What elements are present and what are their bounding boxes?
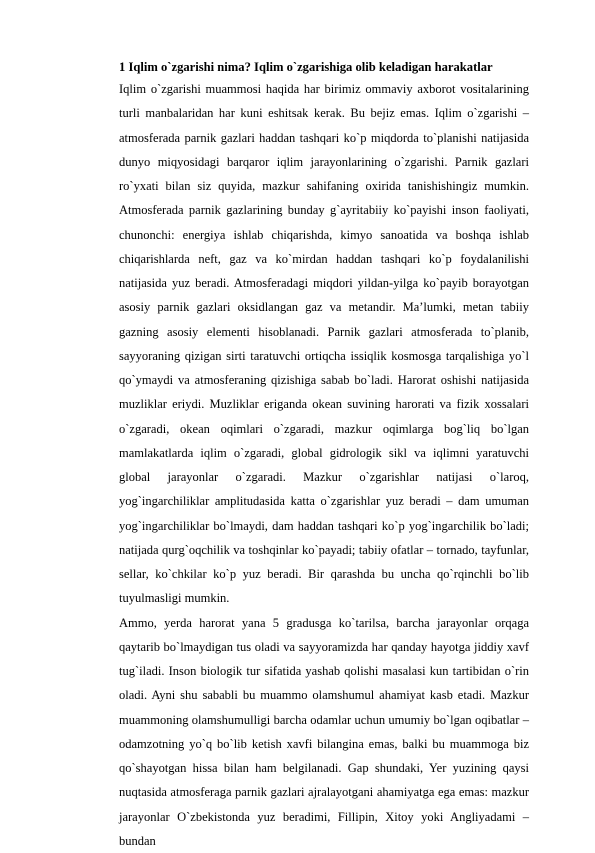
paragraph-2: Ammo, yerda harorat yana 5 gradusga ko`tarilsa, barcha jarayonlar orqaga qaytarib bo`lmaydigan tus oladi va sayyoramizda har qanday hayotga jiddiy xavf tug`iladi. Inson biologik tur sifatida yashab qolishi masalasi kun tartibidan o`rin oladi. Ayni shu sababli bu muammo olamshumul ahamiyat kasb etadi. Mazkur muammoning olamshumulligi barcha odamlar uchun umumiy bo`lgan oqibatlar – odamzotning yo`q bo`lib ketish xavfi bilangina emas, balki bu muammoga biz qo`shayotgan hissa bilan ham belgilanadi. Gap shundaki, Yer yuzining qaysi nuqtasida atmosferaga parnik gazlari ajralayotgani ahamiyatga ega emas: mazkur jarayonlar O`zbekistonda yuz beradimi, Fillipin, Xitoy yoki Angliyadami – bundan (119, 611, 529, 853)
paragraph-1: Iqlim o`zgarishi muammosi haqida har birimiz ommaviy axborot vositalarining turli manbalaridan har kuni eshitsak kerak. Bu bejiz emas. Iqlim o`zgarishi – atmosferada parnik gazlari haddan tashqari ko`p miqdorda to`planishi natijasida dunyo miqyosidagi barqaror iqlim jarayonlarining o`zgarishi. Parnik gazlari ro`yxati bilan siz quyida, mazkur sahifaning oxirida tanishishingiz mumkin. Atmosferada parnik gazlarining bunday g`ayritabiiy ko`payishi inson faoliyati, chunonchi: energiya ishlab chiqarishda, kimyo sanoatida va boshqa ishlab chiqarishlarda neft, gaz va ko`mirdan haddan tashqari ko`p foydalanilishi natijasida yuz beradi. Atmosferadagi miqdori yildan-yilga ko`payib borayotgan asosiy parnik gazlari oksidlangan gaz va metandir. Ma’lumki, metan tabiiy gazning asosiy elementi hisoblanadi. Parnik gazlari atmosferada to`planib, sayyoraning qizigan sirti taratuvchi ortiqcha issiqlik kosmosga tarqalishiga yo`l qo`ymaydi va atmosferaning qizishiga sabab bo`ladi. Harorat oshishi natijasida muzliklar eriydi. Muzliklar eriganda okean suvining harorati va fizik xossalari o`zgaradi, okean oqimlari o`zgaradi, mazkur oqimlarga bog`liq bo`lgan mamlakatlarda iqlim o`zgaradi, global gidrologik sikl va iqlimni yaratuvchi global jarayonlar o`zgaradi. Mazkur o`zgarishlar natijasi o`laroq, yog`ingarchiliklar amplitudasida katta o`zgarishlar yuz beradi – dam umuman yog`ingarchiliklar bo`lmaydi, dam haddan tashqari ko`p yog`ingarchilik bo`ladi; natijada qurg`oqchilik va toshqinlar ko`payadi; tabiiy ofatlar – tornado, tayfunlar, sellar, ko`chkilar ko`p yuz beradi. Bir qarashda bu uncha qo`rqinchli bo`lib tuyulmasligi mumkin. (119, 77, 529, 611)
document-body (119, 57, 529, 853)
section-heading: 1 Iqlim o`zgarishi nima? Iqlim o`zgarishiga olib keladigan harakatlar (119, 57, 529, 77)
